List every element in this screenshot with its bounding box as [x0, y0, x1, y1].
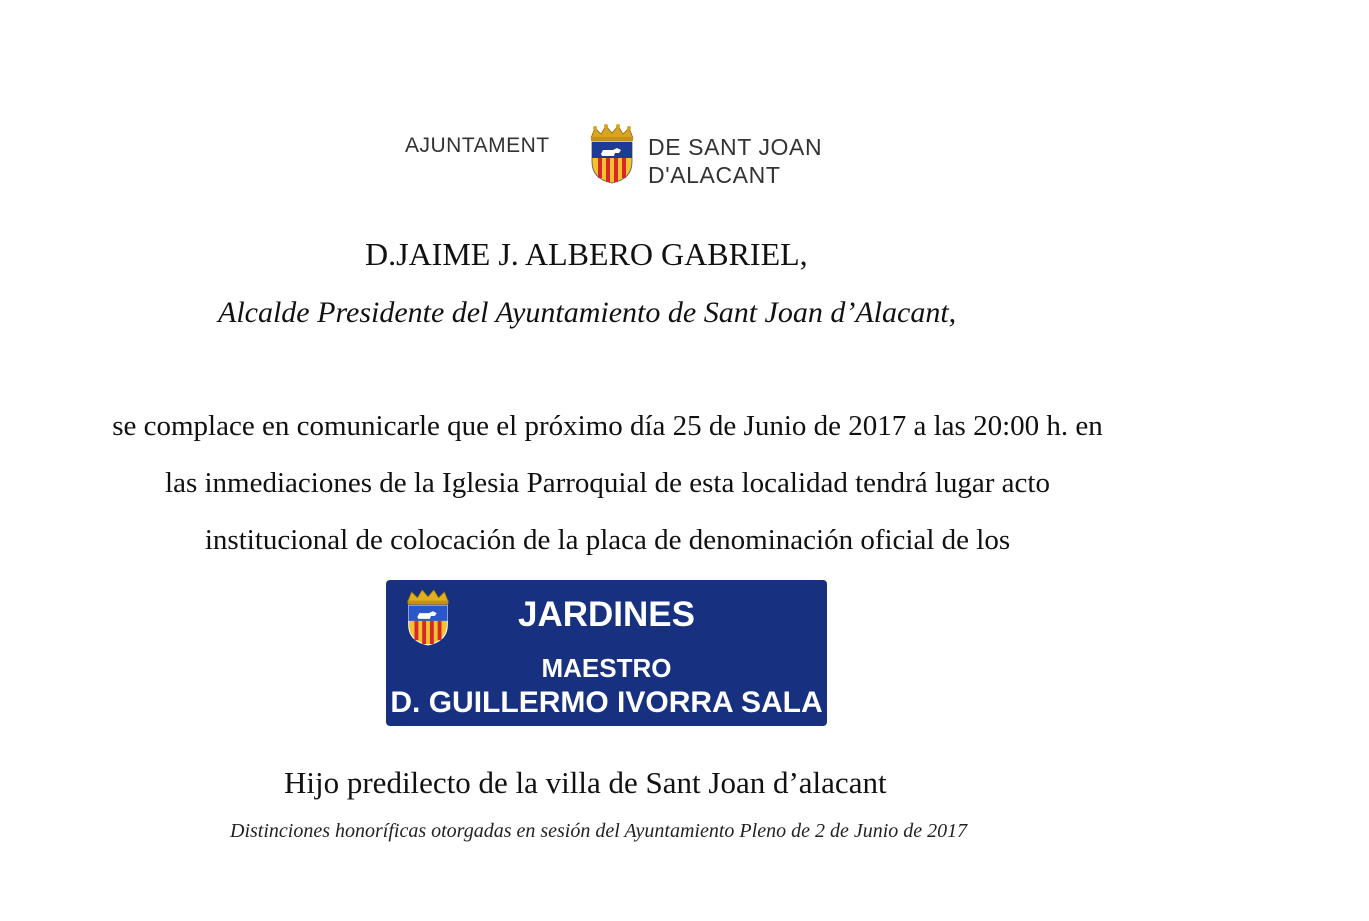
- logo-text-ajuntament: AJUNTAMENT: [405, 134, 550, 157]
- ajuntament-logo: [405, 124, 845, 194]
- plaque-honoree-name: D. GUILLERMO IVORRA SALA: [390, 686, 823, 719]
- announcement-line-3: institucional de colocación de la placa de denominación oficial de los: [204, 524, 1011, 556]
- plaque-jardines: JARDINES: [518, 595, 695, 634]
- logo-text-de-sant-joan: DE SANT JOAN: [648, 134, 823, 160]
- hijo-predilecto-line: Hijo predilecto de la villa de Sant Joan d’alacant: [284, 765, 887, 800]
- mayor-name: D.JAIME J. ALBERO GABRIEL,: [365, 236, 808, 272]
- logo-text-dalacant: D'ALACANT: [648, 162, 781, 188]
- announcement-line-1: se complace en comunicarle que el próximo día 25 de Junio de 2017 a las 20:00 h. en: [112, 410, 1103, 442]
- distinciones-note: Distinciones honoríficas otorgadas en sesión del Ayuntamiento Pleno de 2 de Junio de 2017: [230, 820, 968, 842]
- street-name-plaque: [386, 580, 827, 726]
- mayor-title: Alcalde Presidente del Ayuntamiento de Sant Joan d’Alacant,: [218, 296, 957, 329]
- announcement-line-2: las inmediaciones de la Iglesia Parroquial de esta localidad tendrá lugar acto: [165, 467, 1050, 499]
- municipal-coat-of-arms-icon: [587, 124, 637, 184]
- plaque-maestro: MAESTRO: [541, 653, 672, 683]
